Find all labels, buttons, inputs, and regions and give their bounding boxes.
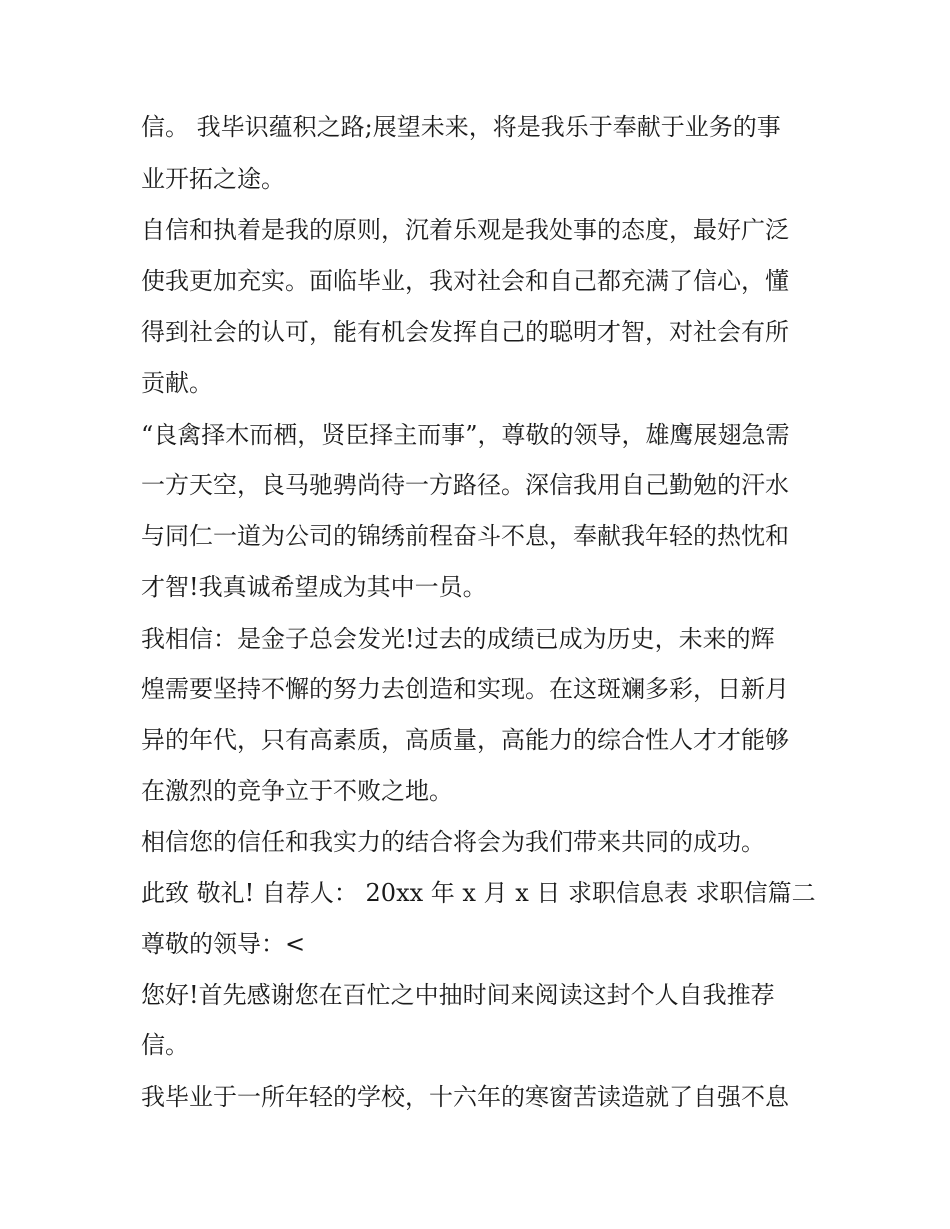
text-line: 信。 我毕识蕴积之路;展望未来，将是我乐于奉献于业务的事 xyxy=(141,113,781,141)
text-line: “良禽择木而栖，贤臣择主而事”，尊敬的领导，雄鹰展翅急需 xyxy=(141,421,790,449)
text-line: 在激烈的竞争立于不败之地。 xyxy=(141,777,453,805)
text-line: 使我更加充实。面临毕业，我对社会和自己都充满了信心，懂 xyxy=(141,267,789,295)
text-line: 与同仁一道为公司的锦绣前程奋斗不息，奉献我年轻的热忱和 xyxy=(141,522,789,550)
text-line: 自信和执着是我的原则，沉着乐观是我处事的态度，最好广泛 xyxy=(141,216,789,244)
text-line: 您好!首先感谢您在百忙之中抽时间来阅读这封个人自我推荐 xyxy=(141,981,775,1009)
text-line: 我相信：是金子总会发光!过去的成绩已成为历史，未来的辉 xyxy=(141,625,775,653)
text-line: 异的年代，只有高素质，高质量，高能力的综合性人才才能够 xyxy=(141,726,789,754)
text-line: 才智!我真诚希望成为其中一员。 xyxy=(141,573,487,601)
text-line: 相信您的信任和我实力的结合将会为我们带来共同的成功。 xyxy=(141,828,765,856)
text-line: 得到社会的认可，能有机会发挥自己的聪明才智，对社会有所 xyxy=(141,318,789,346)
text-line: 我毕业于一所年轻的学校，十六年的寒窗苦读造就了自强不息 xyxy=(141,1083,789,1111)
text-line: 煌需要坚持不懈的努力去创造和实现。在这斑斓多彩，日新月 xyxy=(141,675,789,703)
text-line: 业开拓之途。 xyxy=(141,165,285,193)
text-line: 此致 敬礼! 自荐人： 20xx 年 x 月 x 日 求职信息表 求职信篇二 xyxy=(141,879,816,907)
text-line: 一方天空，良马驰骋尚待一方路径。深信我用自己勤勉的汗水 xyxy=(141,471,789,499)
text-line: 尊敬的领导：< xyxy=(141,930,306,958)
text-line: 贡献。 xyxy=(141,369,213,397)
text-line: 信。 xyxy=(141,1031,189,1059)
